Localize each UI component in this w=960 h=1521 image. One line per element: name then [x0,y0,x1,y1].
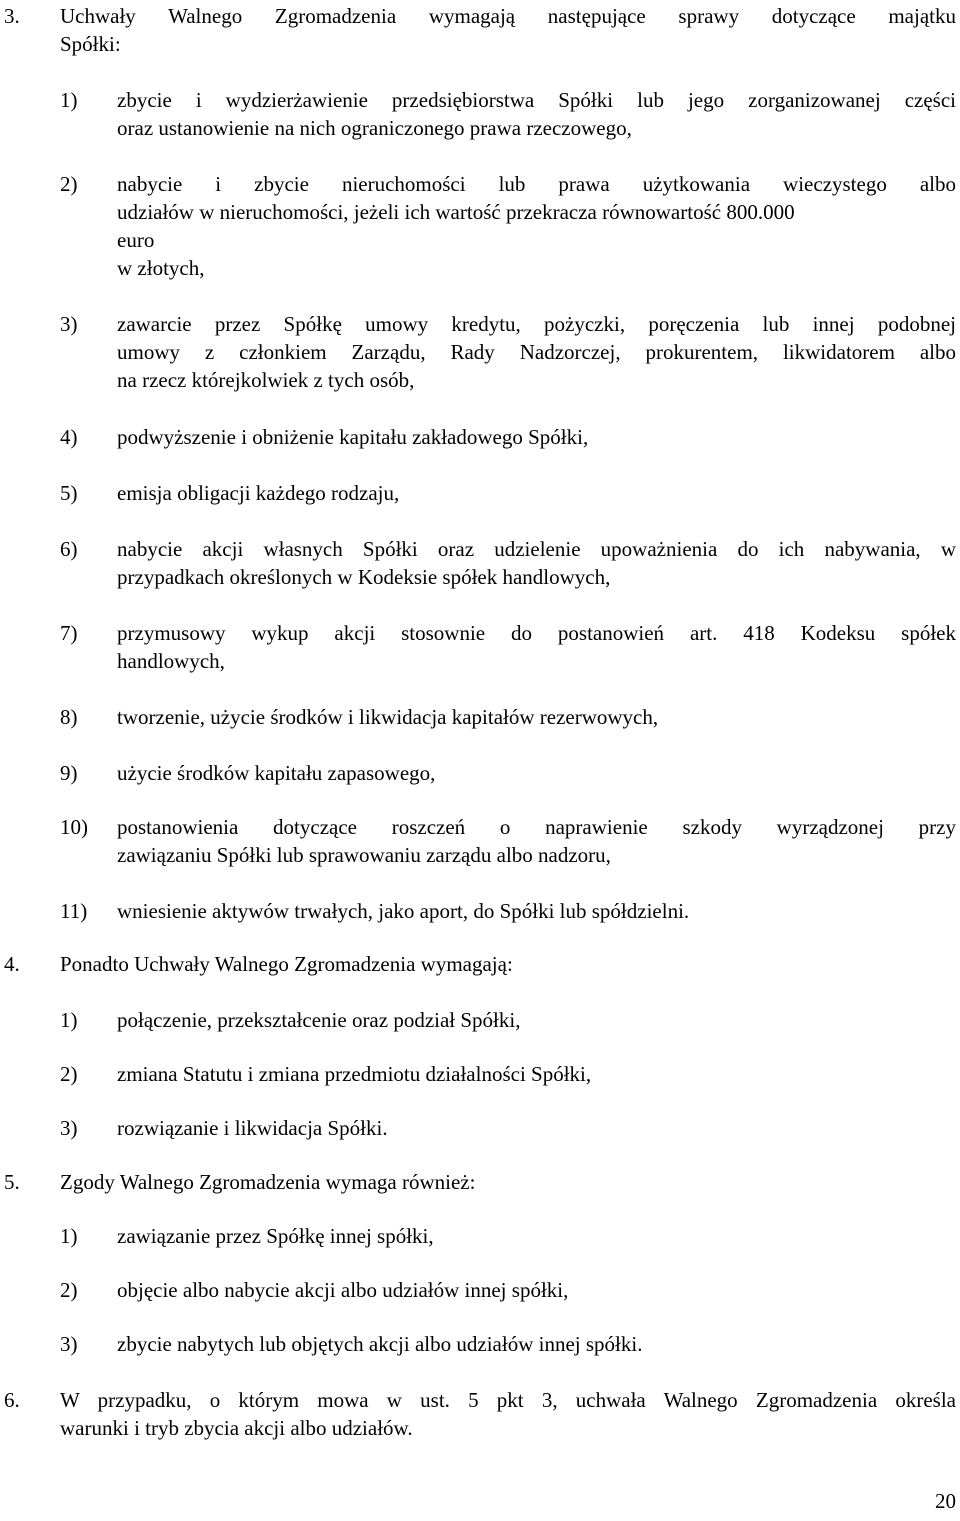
item-number: 3) [60,1116,78,1140]
item-text: tworzenie, użycie środków i likwidacja kapitałów rezerwowych, [117,705,659,729]
page-number: 20 [935,1489,956,1513]
item-number: 7) [60,621,78,645]
item-number: 8) [60,705,78,729]
item-text: w złotych, [117,256,205,280]
item-text: wniesienie aktywów trwałych, jako aport, do Spółki lub spółdzielni. [117,899,690,923]
item-number: 2) [60,1278,78,1302]
item-text: zawarcie przez Spółkę umowy kredytu, pożyczki, poręczenia lub innej podobnej [117,312,956,336]
item-number: 5) [60,481,78,505]
section-intro-cont: warunki i tryb zbycia akcji albo udziałów. [60,1416,413,1440]
item-number: 1) [60,1008,78,1032]
item-number: 1) [60,1224,78,1248]
item-text: objęcie albo nabycie akcji albo udziałów innej spółki, [117,1278,569,1302]
item-number: 11) [60,899,88,923]
item-number: 4) [60,425,78,449]
item-text: emisja obligacji każdego rodzaju, [117,481,400,505]
item-text: zbycie nabytych lub objętych akcji albo udziałów innej spółki. [117,1332,643,1356]
item-text: udziałów w nieruchomości, jeżeli ich wartość przekracza równowartość 800.000 [117,200,795,224]
item-number: 6) [60,537,78,561]
item-text: umowy z członkiem Zarządu, Rady Nadzorczej, prokurentem, likwidatorem albo [117,340,956,364]
item-text: podwyższenie i obniżenie kapitału zakładowego Spółki, [117,425,589,449]
item-text: rozwiązanie i likwidacja Spółki. [117,1116,388,1140]
item-text: euro [117,228,155,252]
item-text: użycie środków kapitału zapasowego, [117,761,436,785]
item-text: zmiana Statutu i zmiana przedmiotu działalności Spółki, [117,1062,592,1086]
section-number: 5. [4,1170,20,1194]
item-number: 2) [60,1062,78,1086]
item-text: przymusowy wykup akcji stosownie do postanowień art. 418 Kodeksu spółek [117,621,956,645]
item-number: 3) [60,312,78,336]
item-number: 10) [60,815,88,839]
section-intro: W przypadku, o którym mowa w ust. 5 pkt 3, uchwała Walnego Zgromadzenia określa [60,1388,956,1412]
item-number: 2) [60,172,78,196]
section-intro-cont: Spółki: [60,32,121,56]
item-text: na rzecz którejkolwiek z tych osób, [117,368,415,392]
section-intro: Ponadto Uchwały Walnego Zgromadzenia wymagają: [60,952,513,976]
item-text: połączenie, przekształcenie oraz podział Spółki, [117,1008,521,1032]
item-text: zbycie i wydzierżawienie przedsiębiorstwa Spółki lub jego zorganizowanej części [117,88,956,112]
item-text: zawiązanie przez Spółkę innej spółki, [117,1224,434,1248]
item-text: postanowienia dotyczące roszczeń o naprawienie szkody wyrządzonej przy [117,815,956,839]
section-number: 6. [4,1388,20,1412]
section-number: 4. [4,952,20,976]
item-number: 1) [60,88,78,112]
item-text: przypadkach określonych w Kodeksie spółek handlowych, [117,565,611,589]
item-number: 9) [60,761,78,785]
item-text: zawiązaniu Spółki lub sprawowaniu zarządu albo nadzoru, [117,843,611,867]
item-text: nabycie akcji własnych Spółki oraz udzielenie upoważnienia do ich nabywania, w [117,537,956,561]
item-number: 3) [60,1332,78,1356]
section-intro: Uchwały Walnego Zgromadzenia wymagają następujące sprawy dotyczące majątku [60,4,956,28]
section-intro: Zgody Walnego Zgromadzenia wymaga również: [60,1170,476,1194]
item-text: nabycie i zbycie nieruchomości lub prawa użytkowania wieczystego albo [117,172,956,196]
section-number: 3. [4,4,20,28]
item-text: handlowych, [117,649,225,673]
item-text: oraz ustanowienie na nich ograniczonego prawa rzeczowego, [117,116,632,140]
